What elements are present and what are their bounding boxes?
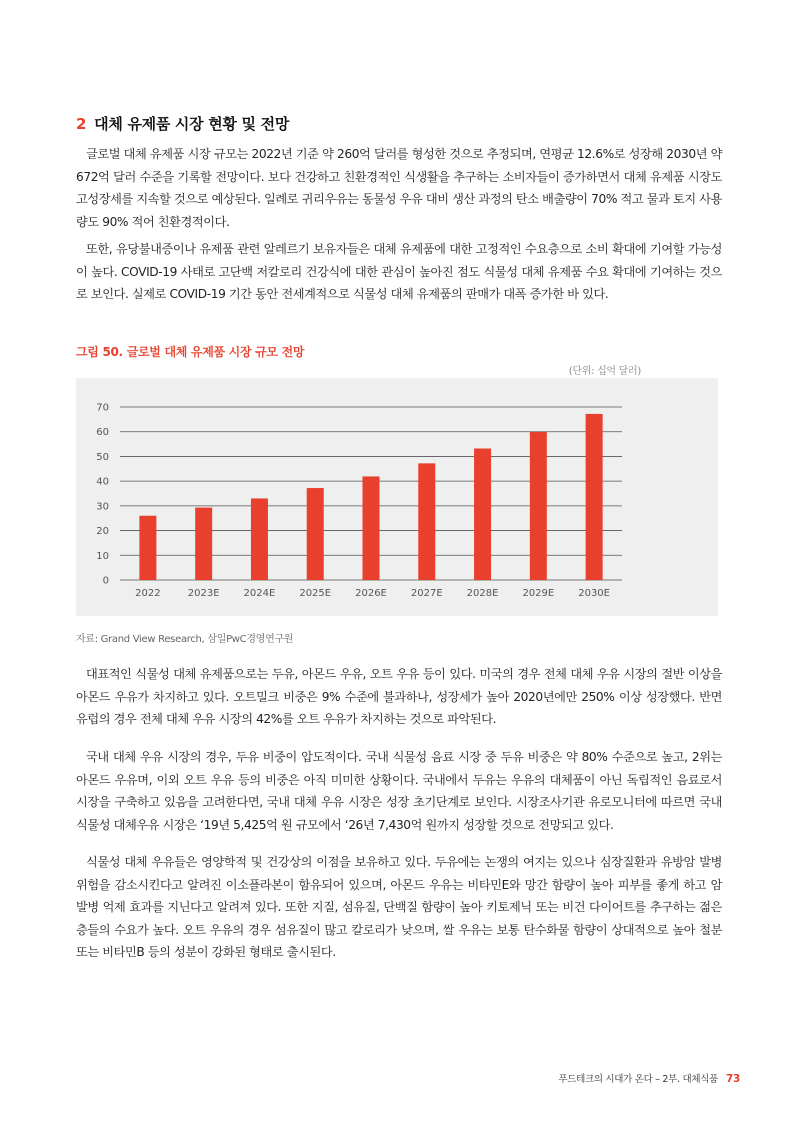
- section-title: 대체 유제품 시장 현황 및 전망: [94, 115, 290, 133]
- x-tick-label: 2030E: [578, 588, 611, 599]
- bar: [363, 476, 380, 580]
- section-heading: [76, 113, 289, 134]
- paragraph: 식물성 대체 우유들은 영양학적 및 건강상의 이점을 보유하고 있다. 두유에는 논쟁의 여지는 있으나 심장질환과 유방암 발병 위험을 감소시킨다고 알려진 이소플라본이 함유되어 있으며, 아몬드 우유는 비타민E와 망간 함량이 높아 피부를 좋게 하고 암 발병 억제 효과를 지닌다고 알려져 있다. 또한 지질, 섬유질, 단백질 함량이 높아 키토제닉 또는 비건 다이어트를 추구하는 젊은 층들의 수요가 높다. 오트 우유의 경우 섬유질이 많고 칼로리가 낮으며, 쌀 우유는 보통 탄수화물 함량이 상대적으로 높아 철분 또는 비타민B 등의 성분이 강화된 형태로 출시된다.: [76, 855, 722, 959]
- paragraph: 국내 대체 우유 시장의 경우, 두유 비중이 압도적이다. 국내 식물성 음료 시장 중 두유 비중은 약 80% 수준으로 높고, 2위는 아몬드 우유며, 이외 오트 우유 등의 비중은 아직 미미한 상황이다. 국내에서 두유는 우유의 대체품이 아닌 독립적인 음료로서 시장을 구축하고 있음을 고려한다면, 국내 대체 우유 시장은 성장 초기단계로 보인다. 시장조사기관 유로모니터에 따르면 국내 식물성 대체우유 시장은 ‘19년 5,425억 원 규모에서 ‘26년 7,430억 원까지 성장할 것으로 전망되고 있다.: [76, 750, 722, 832]
- bar: [251, 498, 268, 580]
- page-number: 73: [725, 1073, 740, 1085]
- bar: [195, 508, 212, 580]
- paragraph: 또한, 유당불내증이나 유제품 관련 알레르기 보유자들은 대체 유제품에 대한 고정적인 수요층으로 소비 확대에 기여할 가능성이 높다. COVID-19 사태로 고단백 저칼로리 건강식에 대한 관심이 높아진 점도 식물성 대체 유제품 수요 확대에 기여하는 것으로 보인다. 실제로 COVID-19 기간 동안 전세계적으로 식물성 대체 유제품의 판매가 대폭 증가한 바 있다.: [76, 242, 722, 301]
- figure-unit: (단위: 십억 달러): [568, 366, 641, 377]
- bar: [307, 488, 324, 580]
- bar: [418, 463, 435, 580]
- x-tick-label: 2026E: [355, 588, 387, 599]
- paragraph: 글로벌 대체 유제품 시장 규모는 2022년 기준 약 260억 달러를 형성한 것으로 추정되며, 연평균 12.6%로 성장해 2030년 약 672억 달러 수준을 기록할 전망이다. 보다 건강하고 친환경적인 식생활을 추구하는 소비자들이 증가하면서 대체 유제품 시장도 고성장세를 지속할 것으로 예상된다. 일례로 귀리우유는 동물성 우유 대비 생산 과정의 탄소 배출량이 70% 적고 물과 토지 사용량도 90% 적어 친환경적이다.: [76, 147, 722, 229]
- bar: [474, 449, 491, 580]
- x-tick-label: 2028E: [466, 588, 499, 599]
- x-tick-label: 2024E: [243, 588, 276, 599]
- y-tick-label: 0: [102, 575, 109, 587]
- bar: [530, 432, 547, 580]
- y-tick-label: 60: [96, 427, 109, 439]
- y-tick-label: 30: [96, 501, 109, 513]
- figure-title: 그림 50. 글로벌 대체 유제품 시장 규모 전망: [76, 345, 305, 359]
- y-tick-label: 10: [96, 550, 109, 562]
- bar: [586, 414, 603, 580]
- x-tick-label: 2027E: [410, 588, 443, 599]
- paragraph: 대표적인 식물성 대체 유제품으로는 두유, 아몬드 우유, 오트 우유 등이 있다. 미국의 경우 전체 대체 우유 시장의 절반 이상을 아몬드 우유가 차지하고 있다. 오트밀크 비중은 9% 수준에 불과하나, 성장세가 높아 2020년에만 250% 이상 성장했다. 반면 유럽의 경우 전체 대체 우유 시장의 42%를 오트 우유가 차지하는 것으로 파악된다.: [76, 667, 722, 726]
- x-tick-label: 2022: [135, 588, 161, 599]
- figure-source: 자료: Grand View Research, 삼일PwC경영연구원: [76, 634, 294, 645]
- section-number: 2: [76, 115, 87, 133]
- figure-chart: [76, 378, 718, 616]
- bar: [139, 516, 156, 580]
- page-footer: [558, 1071, 740, 1085]
- y-tick-label: 20: [96, 526, 109, 538]
- x-tick-label: 2029E: [522, 588, 555, 599]
- y-tick-label: 70: [96, 402, 109, 414]
- y-tick-label: 40: [96, 476, 109, 488]
- x-tick-label: 2023E: [187, 588, 220, 599]
- y-tick-label: 50: [96, 451, 109, 463]
- x-tick-label: 2025E: [299, 588, 332, 599]
- footer-text: 푸드테크의 시대가 온다 – 2부. 대체식품: [558, 1074, 718, 1085]
- bar-chart: [76, 378, 718, 616]
